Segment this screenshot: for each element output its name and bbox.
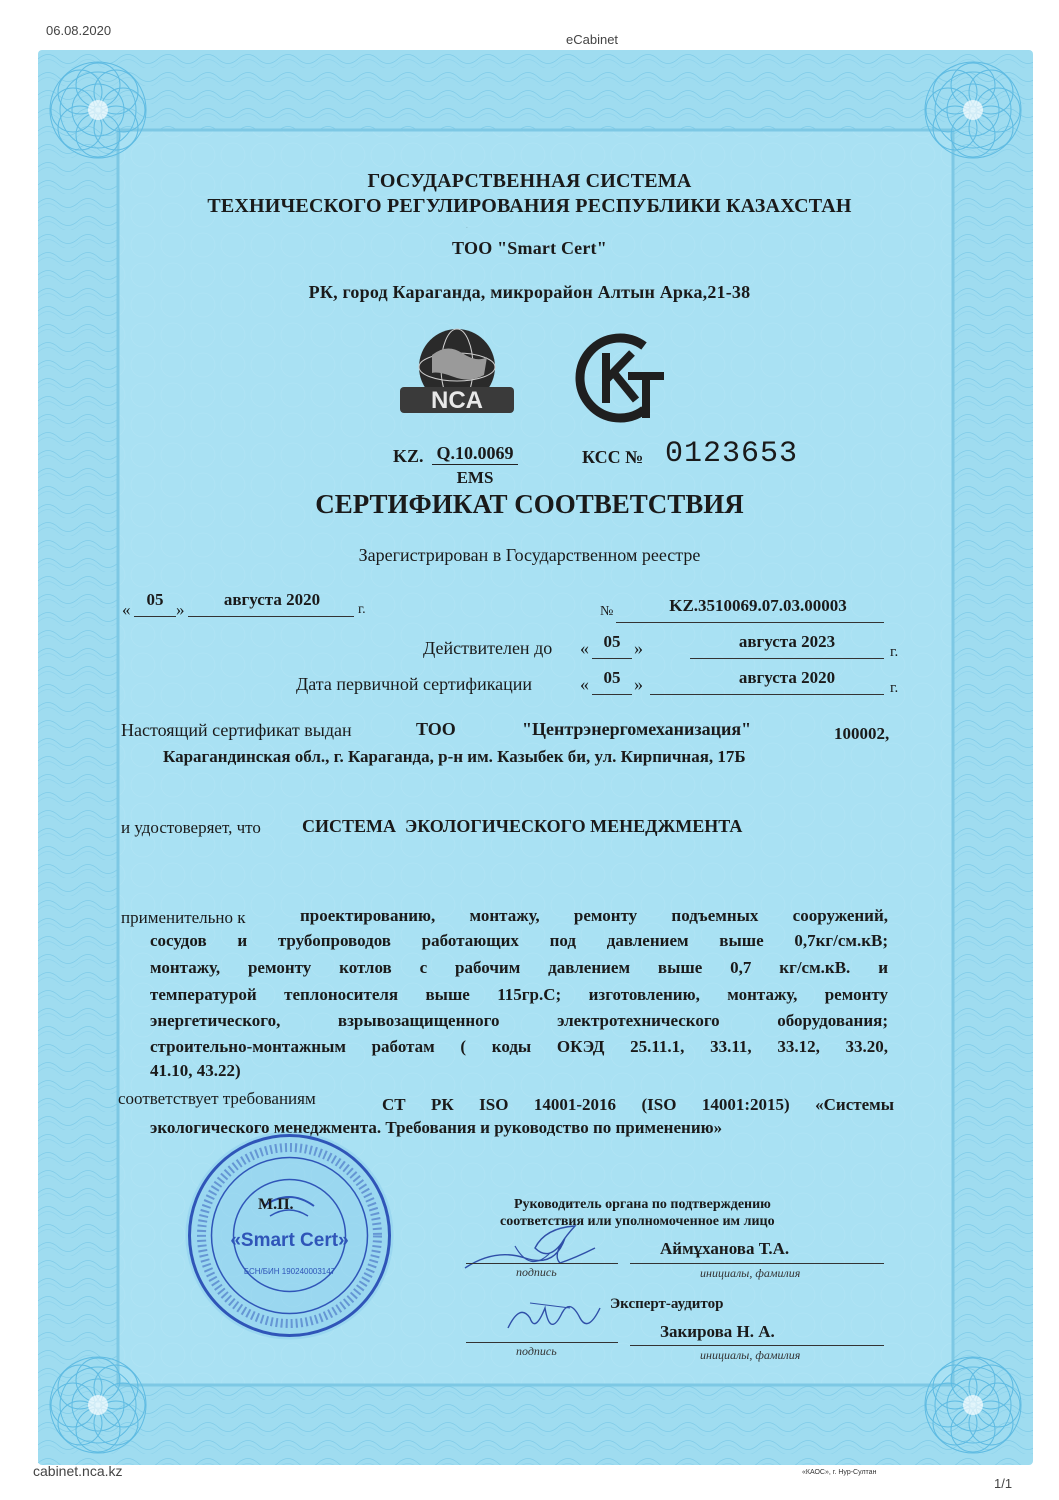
first-cert-month-year: августа 2020 [738, 668, 836, 687]
print-page-number: 1/1 [994, 1476, 1013, 1491]
corner-rosette-icon [43, 55, 153, 165]
valid-until-month-year: августа 2023 [738, 632, 836, 651]
reg-date-day: 05 [146, 590, 164, 609]
kz-code: Q.10.0069 [432, 443, 518, 465]
head-title-line-2: соответствия или уполномоченное им лицо [500, 1214, 775, 1229]
print-footer-url: cabinet.nca.kz [33, 1463, 123, 1479]
expert-name-line [630, 1345, 884, 1346]
head-name: Аймұханова Т.А. [660, 1239, 790, 1258]
expert-sign-line [466, 1342, 618, 1343]
expert-name-caption: инициалы, фамилия [700, 1348, 801, 1362]
nca-globe-logo-icon [392, 325, 522, 420]
nca-logo-label: NCA [431, 387, 483, 414]
issued-to-org-type: ТОО [416, 719, 456, 739]
valid-until-line [690, 658, 884, 659]
valid-until-day: 05 [603, 632, 621, 651]
reg-date-day-line [134, 616, 176, 617]
certificate-title: СЕРТИФИКАТ СООТВЕТСТВИЯ [315, 489, 744, 519]
first-cert-day-line [592, 694, 632, 695]
expert-signature-icon [500, 1288, 610, 1343]
kt-logo-label: KT [466, 228, 468, 229]
scope-line: 41.10, 43.22) [150, 1061, 241, 1080]
first-cert-line [650, 694, 884, 695]
first-cert-open: « [580, 674, 589, 694]
corner-rosette-icon [918, 1350, 1028, 1460]
company-stamp-icon [182, 1128, 397, 1343]
valid-until-close: » [634, 638, 643, 658]
corner-rosette-icon [43, 1350, 153, 1460]
scope-line: сосудов и трубопроводов работающих под давлением выше 0,7кг/см.кВ; [150, 931, 888, 950]
scope-line: проектированию, монтажу, ремонту подъемных сооружений, [300, 906, 888, 925]
conforms-standard-line-1: СТ РК ISO 14001-2016 (ISO 14001:2015) «Системы [382, 1095, 894, 1114]
reg-number: KZ.3510069.07.03.00003 [669, 596, 847, 615]
expert-name: Закирова Н. А. [660, 1322, 775, 1341]
scope-line: монтажу, ремонту котлов с рабочим давлением выше 0,7 кг/см.кВ. и [150, 958, 888, 977]
reg-date-close: » [176, 600, 185, 619]
corner-rosette-icon [918, 55, 1028, 165]
kss-label: КСС № [582, 447, 644, 467]
stamp-name: «Smart Cert» [230, 1230, 349, 1251]
issued-to-org-name: "Центрэнергомеханизация" [522, 719, 752, 739]
issued-to-zip: 100002, [834, 724, 890, 743]
print-date: 06.08.2020 [46, 23, 112, 38]
head-sign-line [466, 1263, 618, 1264]
stamp-bin: БСН/БИН 190240003147 [243, 1267, 336, 1276]
issuer-address: РК, город Караганда, микрорайон Алтын Арка,21-38 [308, 282, 751, 302]
head-sign-caption: подпись [516, 1265, 557, 1279]
issuer-org: ТОО "Smart Cert" [452, 238, 607, 258]
header-line-1: ГОСУДАРСТВЕННАЯ СИСТЕМА [367, 170, 692, 192]
reg-date-suffix: г. [358, 602, 366, 617]
conforms-standard-line-2: экологического менеджмента. Требования и руководство по применению» [150, 1118, 723, 1137]
first-cert-day: 05 [603, 668, 621, 687]
scope-label: применительно к [121, 908, 246, 927]
first-cert-label: Дата первичной сертификации [296, 674, 533, 694]
valid-until-open: « [580, 638, 589, 658]
reg-date-line [188, 616, 354, 617]
head-name-caption: инициалы, фамилия [700, 1266, 801, 1280]
printer-mark: «КАОС», г. Нур-Султан [802, 1469, 877, 1476]
expert-sign-caption: подпись [516, 1344, 557, 1358]
reg-number-label: № [600, 604, 614, 619]
print-site-title: eCabinet [566, 32, 619, 47]
expert-title: Эксперт-аудитор [610, 1296, 724, 1312]
stamp-mp: М.П. [258, 1196, 294, 1213]
kss-number: 0123653 [665, 437, 799, 471]
valid-until-suffix: г. [890, 644, 899, 660]
certified-system: СИСТЕМА ЭКОЛОГИЧЕСКОГО МЕНЕДЖМЕНТА [302, 816, 743, 836]
head-name-line [630, 1263, 884, 1264]
issued-to-address: Карагандинская обл., г. Караганда, р-н им. Казыбек би, ул. Кирпичная, 17Б [163, 747, 746, 766]
reg-date-open: « [122, 600, 131, 619]
certifies-label: и удостоверяет, что [121, 818, 261, 837]
header-line-2: ТЕХНИЧЕСКОГО РЕГУЛИРОВАНИЯ РЕСПУБЛИКИ КАЗАХСТАН [207, 195, 852, 217]
kz-prefix: KZ. [393, 446, 424, 466]
conforms-label: соответствует требованиям [118, 1089, 316, 1108]
issued-to-label: Настоящий сертификат выдан [121, 720, 352, 740]
registered-text: Зарегистрирован в Государственном реестре [358, 545, 701, 565]
scope-line: строительно-монтажным работам ( коды ОКЭД 25.11.1, 33.11, 33.12, 33.20, [150, 1037, 888, 1056]
head-title-line-1: Руководитель органа по подтверждению [514, 1197, 771, 1212]
kz-code-sub: EMS [456, 468, 494, 487]
scope-line: энергетического, взрывозащищенного электротехнического оборудования; [150, 1011, 888, 1030]
valid-until-day-line [592, 658, 632, 659]
valid-until-label: Действителен до [423, 638, 553, 658]
first-cert-close: » [634, 674, 643, 694]
reg-number-line [616, 622, 884, 623]
scope-line: температурой теплоносителя выше 115гр.С; изготовлению, монтажу, ремонту [150, 985, 888, 1004]
first-cert-suffix: г. [890, 680, 899, 696]
reg-date-month-year: августа 2020 [223, 590, 321, 609]
